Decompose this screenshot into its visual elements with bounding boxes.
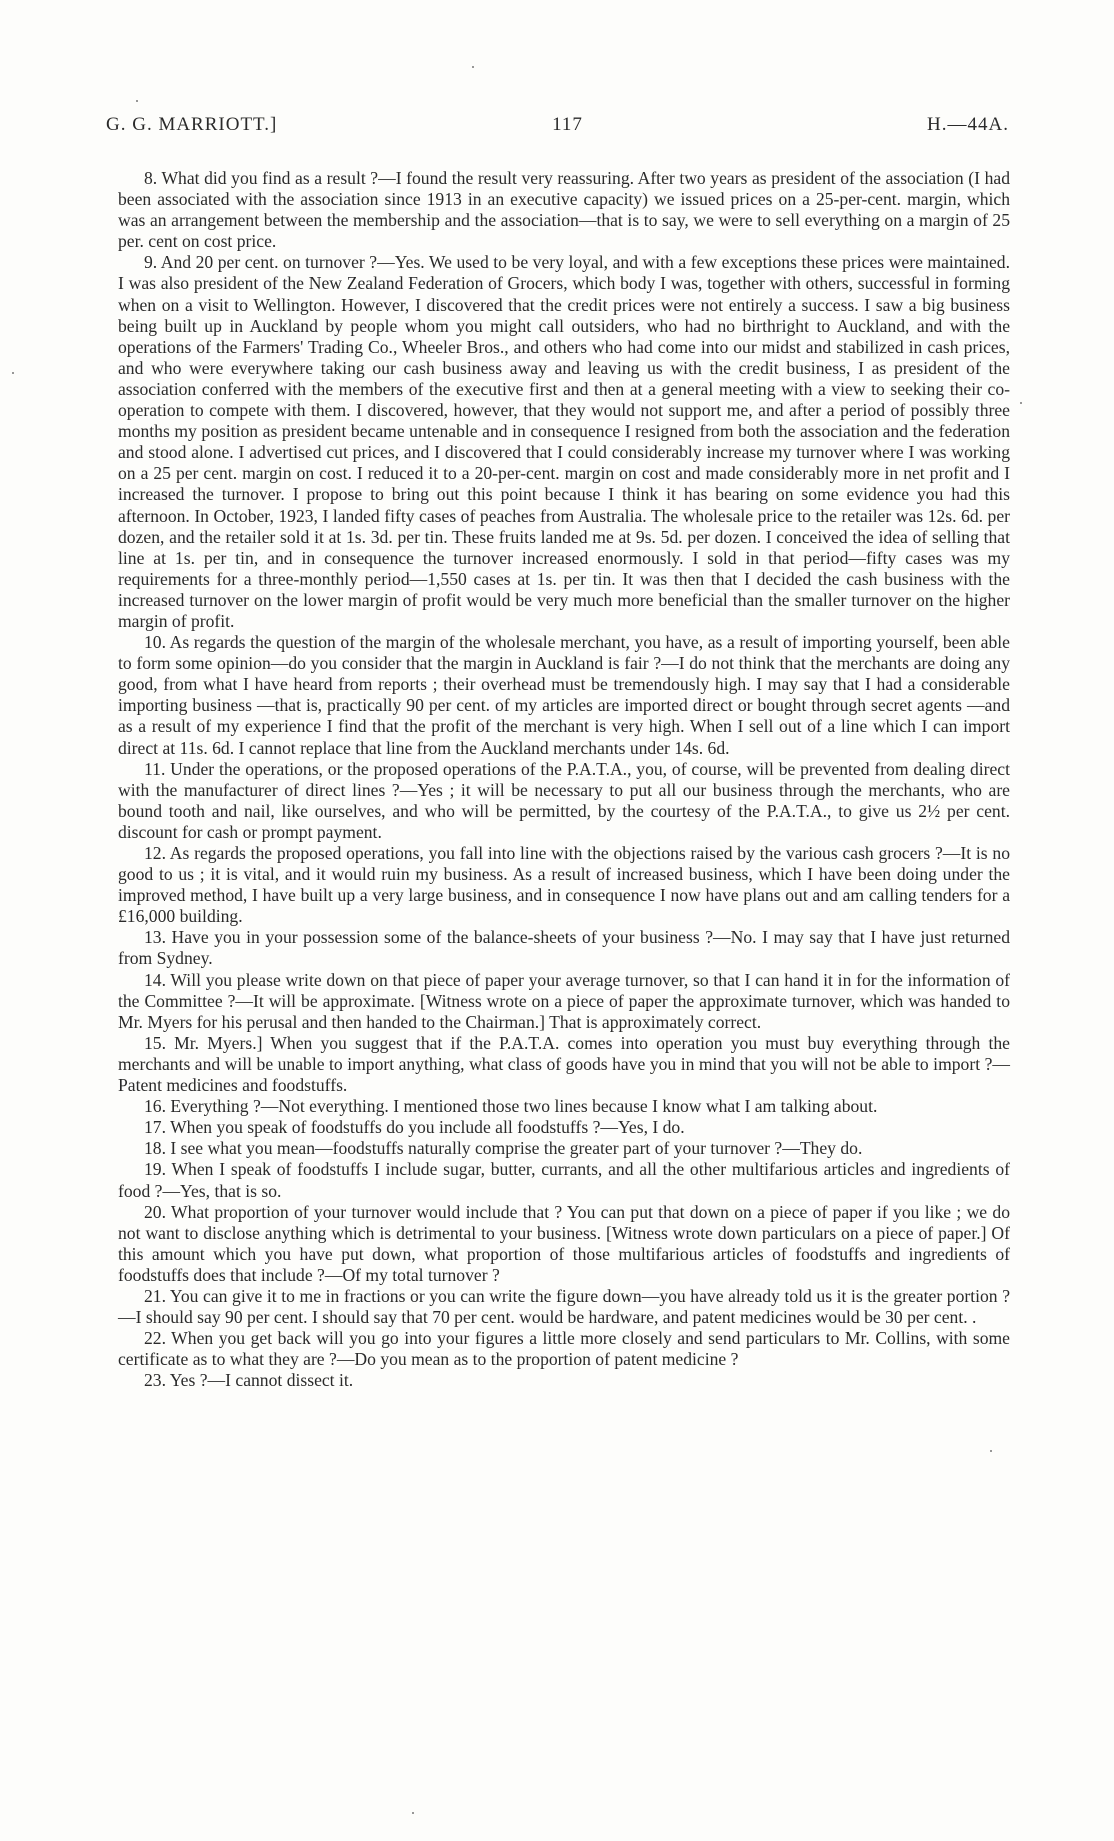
paragraph-q10: 10. As regards the question of the margin of the wholesale merchant, you have, as a result of importing yourself, been able to form some opinion—do you consider that the margin in Auckland is fair ?—I do not think that the merchants are doing any good, from what I have heard from reports ; their overhead must be tremendously high. I may say that I had a considerable importing business —that is, practically 90 per cent. of my articles are imported direct or bought through secret agents —and as a result of my experience I find that the profit of the merchant is very high. When I sell out of a line which I can import direct at 11s. 6d. I cannot replace that line from the Auckland merchants under 14s. 6d. bbox=[118, 632, 1010, 758]
document-reference: H.—44A. bbox=[927, 114, 1009, 135]
paragraph-q18: 18. I see what you mean—foodstuffs naturally comprise the greater part of your turnover ?—They do. bbox=[144, 1138, 863, 1159]
page-header bbox=[106, 114, 1009, 138]
scan-speck bbox=[12, 372, 14, 374]
paragraph-q23: 23. Yes ?—I cannot dissect it. bbox=[144, 1370, 354, 1391]
scan-speck bbox=[990, 1450, 992, 1452]
paragraph-q22: 22. When you get back will you go into your figures a little more closely and send particulars to Mr. Collins, with some certificate as to what they are ?—Do you mean as to the proportion of patent medicine ? bbox=[118, 1328, 1010, 1370]
scan-speck bbox=[136, 100, 138, 102]
document-body bbox=[118, 168, 1010, 1391]
paragraph-q17: 17. When you speak of foodstuffs do you include all foodstuffs ?—Yes, I do. bbox=[144, 1117, 685, 1138]
paragraph-q12: 12. As regards the proposed operations, you fall into line with the objections raised by the various cash grocers ?—It is no good to us ; it is vital, and it would ruin my business. As a result of increased business, which I have been doing under the improved method, I have built up a very large business, and in consequence I now have plans out and am calling tenders for a £16,000 building. bbox=[118, 843, 1010, 927]
paragraph-q11: 11. Under the operations, or the proposed operations of the P.A.T.A., you, of course, will be prevented from dealing direct with the manufacturer of direct lines ?—Yes ; it will be necessary to put all our business through the merchants, who are bound tooth and nail, like ourselves, and who will be permitted, by the courtesy of the P.A.T.A., to give us 2½ per cent. discount for cash or prompt payment. bbox=[118, 758, 1010, 842]
paragraph-q19: 19. When I speak of foodstuffs I include sugar, butter, currants, and all the other multifarious articles and ingredients of food ?—Yes, that is so. bbox=[118, 1159, 1010, 1201]
paragraph-q8: 8. What did you find as a result ?—I found the result very reassuring. After two years as president of the association (I had been associated with the association since 1913 in an executive capacity) we issued prices on a 25-per-cent. margin, which was an arrangement between the membership and the association—that is to say, we were to sell everything on a margin of 25 per. cent on cost price. bbox=[118, 168, 1010, 252]
scan-speck bbox=[472, 66, 474, 68]
page-number: 117 bbox=[552, 114, 583, 135]
paragraph-q13: 13. Have you in your possession some of the balance-sheets of your business ?—No. I may say that I have just returned from Sydney. bbox=[118, 927, 1010, 969]
scan-speck bbox=[1020, 402, 1022, 404]
scan-speck bbox=[412, 1812, 414, 1814]
paragraph-q15: 15. Mr. Myers.] When you suggest that if the P.A.T.A. comes into operation you must buy everything through the merchants and will be unable to import anything, what class of goods have you in mind that you will not be able to import ?—Patent medicines and foodstuffs. bbox=[118, 1032, 1010, 1096]
paragraph-q21: 21. You can give it to me in fractions or you can write the figure down—you have already told us it is the greater portion ?—I should say 90 per cent. I should say that 70 per cent. would be hardware, and patent medicines would be 30 per cent. . bbox=[118, 1285, 1010, 1328]
paragraph-q9: 9. And 20 per cent. on turnover ?—Yes. We used to be very loyal, and with a few exceptions these prices were maintained. I was also president of the New Zealand Federation of Grocers, which body I was, together with others, successful in forming when on a visit to Wellington. However, I discovered that the credit prices were not entirely a success. I saw a big business being built up in Auckland by people whom you might call outsiders, who had no birthright to Auckland, and with the operations of the Farmers' Trading Co., Wheeler Bros., and others who had come into our midst and stabilized in cash prices, and who were everywhere taking our cash business away and leaving us with the credit business, I as president of the association conferred with the members of the executive first and then at a general meeting with a view to seeking their co-operation to compete with them. I discovered, however, that they would not support me, and after a period of possibly three months my position as president became untenable and in consequence I resigned from both the association and the federation and stood alone. I advertised cut prices, and I discovered that I could considerably increase my turnover where I was working on a 25 per cent. margin on cost. I reduced it to a 20-per-cent. margin on cost and made considerably more in net profit and I increased the turnover. I propose to bring out this point because I think it has bearing on some evidence you had this afternoon. In October, 1923, I landed fifty cases of peaches from Australia. The wholesale price to the retailer was 12s. 6d. per dozen, and the retailer sold it at 1s. 3d. per tin. These fruits landed me at 9s. 5d. per dozen. I conceived the idea of selling that line at 1s. per tin, and in consequence the turnover increased enormously. I sold in that period—fifty cases was my requirements for a three-monthly period—1,550 cases at 1s. per tin. It was then that I decided the cash business with the increased turnover on the lower margin of profit would be very much more beneficial than the smaller turnover on the higher margin of profit. bbox=[118, 252, 1010, 631]
paragraph-q20: 20. What proportion of your turnover would include that ? You can put that down on a piece of paper if you like ; we do not want to disclose anything which is detrimental to your business. [Witness wrote down particulars on a piece of paper.] Of this amount which you have put down, what proportion of those multifarious articles of foodstuffs and ingredients of foodstuffs does that include ?—Of my total turnover ? bbox=[118, 1201, 1010, 1285]
paragraph-q16: 16. Everything ?—Not everything. I mentioned those two lines because I know what I am talking about. bbox=[144, 1096, 878, 1117]
paragraph-q14: 14. Will you please write down on that piece of paper your average turnover, so that I can hand it in for the information of the Committee ?—It will be approximate. [Witness wrote on a piece of paper the approximate turnover, which was handed to Mr. Myers for his perusal and then handed to the Chairman.] That is approximately correct. bbox=[118, 969, 1010, 1032]
witness-name: G. G. MARRIOTT.] bbox=[106, 114, 278, 135]
